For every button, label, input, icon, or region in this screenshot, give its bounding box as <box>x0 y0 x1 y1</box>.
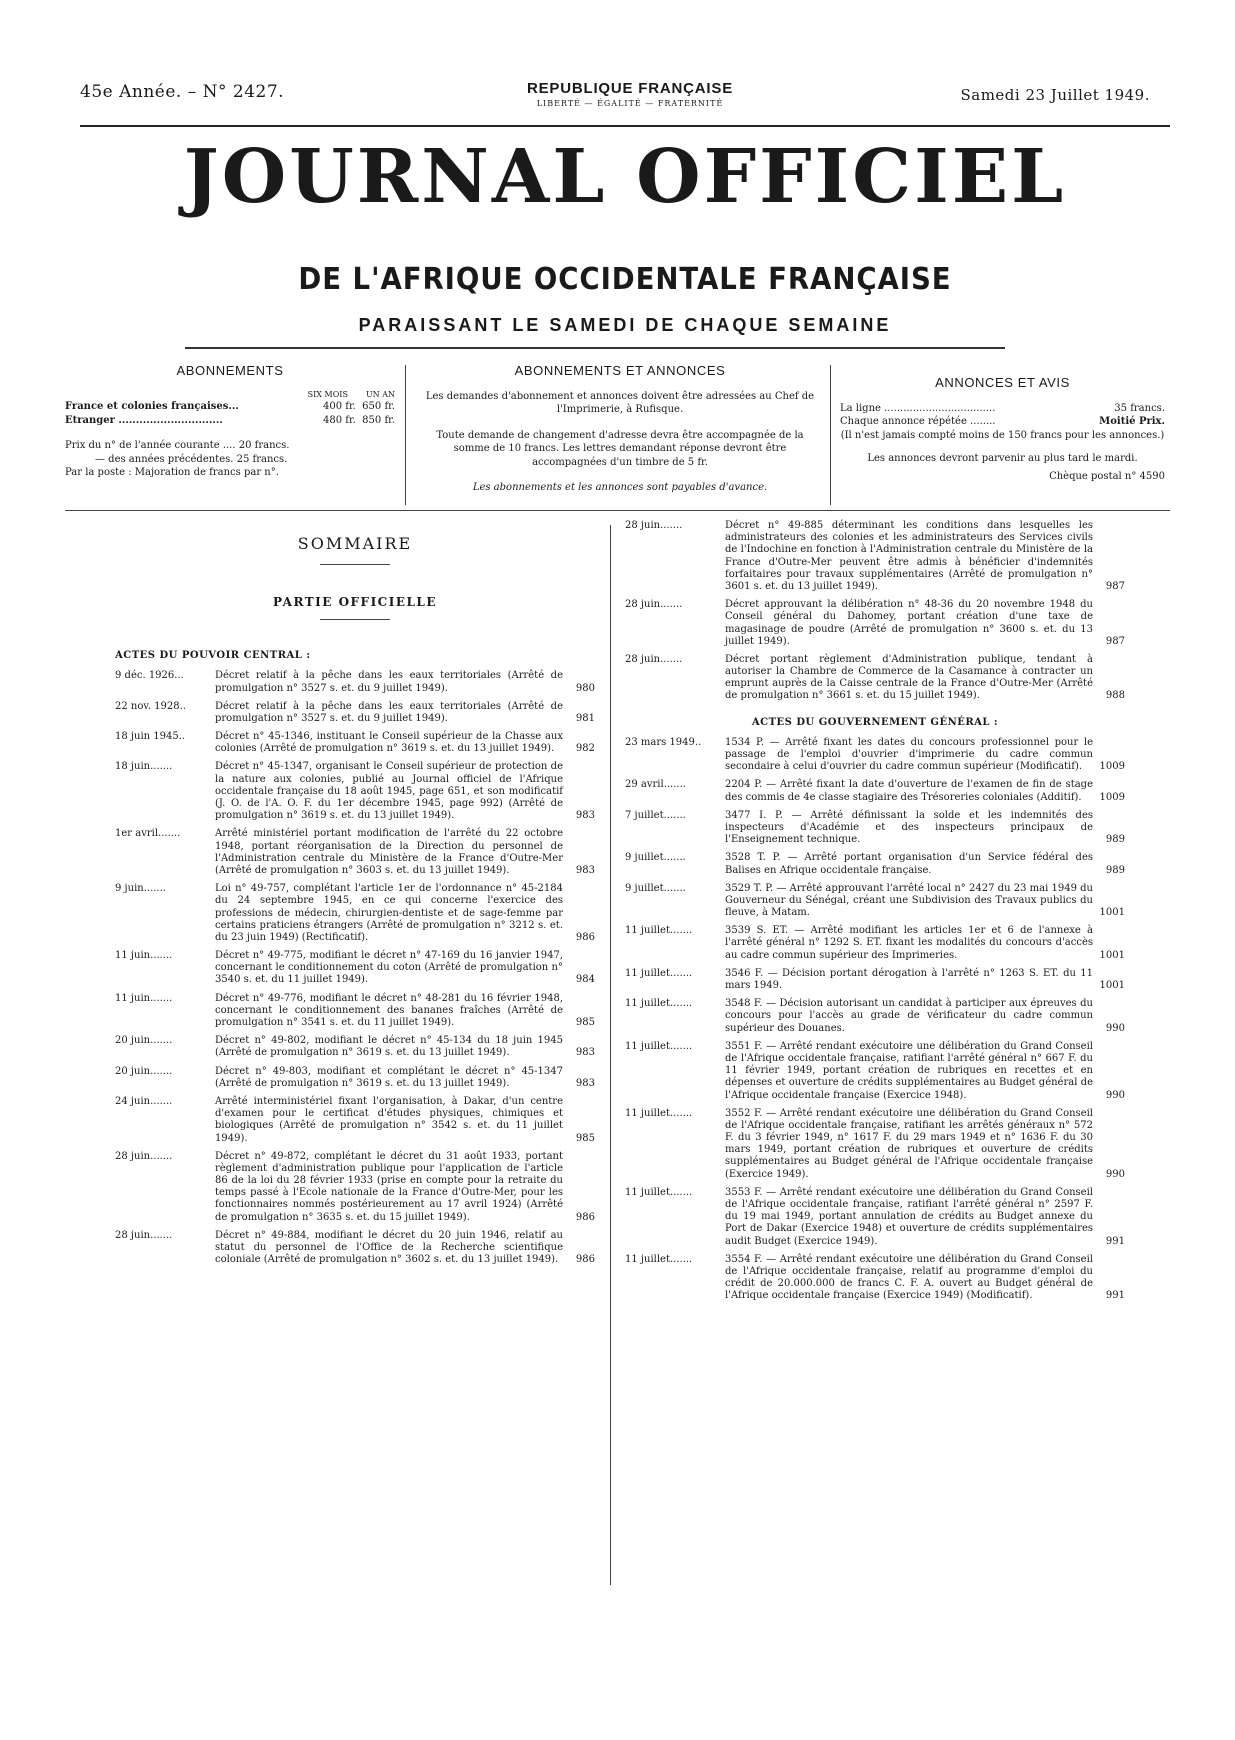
entry-page: 985 <box>575 1017 595 1029</box>
entry-text: Décret portant règlement d'Administration publique, tendant à autoriser la Chambre de Commerce de la Casamance à contracter un emprunt auprès de la Caisse centrale de la France d'Outre-Mer (Arrêté de promulgation n° 3661 s. et. du 15 juillet 1949). <box>725 653 1093 702</box>
republic-label: REPUBLIQUE FRANÇAISE <box>526 80 733 97</box>
entry-text: 3553 F. — Arrêté rendant exécutoire une délibération du Grand Conseil de l'Afrique occidentale française, ratifiant l'arrêté général n° 2597 F. du 19 mai 1949, portant annulation de crédits au Budget annexe du Port de Dakar (Exercice 1948) et ouverture de crédits supplémentaires audit Budget (Exercice 1949). <box>725 1186 1093 1247</box>
entry-text: 2204 P. — Arrêté fixant la date d'ouverture de l'examen de fin de stage des commis de 4e classe stagiaire des Trésoreries coloniales (Additif). <box>725 779 1093 803</box>
sommaire-entry <box>625 1187 1125 1248</box>
sommaire-entry <box>115 993 595 1030</box>
abon-row-an: 650 fr. <box>362 401 395 413</box>
entry-page: 983 <box>575 1077 595 1089</box>
entry-page: 990 <box>1105 1168 1125 1180</box>
prix-line-2: — des années précédentes. 25 francs. <box>95 453 288 465</box>
annonce-delai: Les annonces devront parvenir au plus tard le mardi. <box>867 453 1138 465</box>
col-six-mois: SIX MOIS <box>307 389 348 399</box>
sommaire-entry <box>115 828 595 877</box>
devise-label: LIBERTÉ — ÉGALITÉ — FRATERNITÉ <box>536 99 724 108</box>
entry-text: 3528 T. P. — Arrêté portant organisation d'un Service fédéral des Balises en Afrique occidentale française. <box>725 852 1093 876</box>
sommaire-left-column <box>115 520 595 1272</box>
abon-annonces-p1: Les demandes d'abonnement et annonces doivent être adressées au Chef de l'Imprimerie, à Rufisque. <box>425 390 815 416</box>
entry-date: 11 juillet....... <box>625 1253 693 1265</box>
sommaire-entry <box>625 520 1125 593</box>
republic-block <box>480 80 780 108</box>
entry-page: 989 <box>1105 864 1125 876</box>
sommaire-entry <box>115 1230 595 1267</box>
entry-date: 20 juin....... <box>115 1065 173 1077</box>
entry-date: 18 juin....... <box>115 761 173 773</box>
tagline-rule <box>185 347 1005 349</box>
entry-page: 983 <box>575 1047 595 1059</box>
entry-text: Décret relatif à la pêche dans les eaux territoriales (Arrêté de promulgation n° 3527 s. et. du 9 juillet 1949). <box>215 700 563 724</box>
annonce-ligne-label: La ligne ................................... <box>840 402 996 414</box>
abonnements-head: ABONNEMENTS <box>176 363 284 378</box>
abon-row-six: 480 fr. <box>322 414 356 426</box>
entry-page: 1001 <box>1099 907 1125 919</box>
box-divider-1 <box>405 365 406 505</box>
abon-row-france <box>65 400 395 414</box>
abonnements-box <box>65 362 395 507</box>
entry-page: 986 <box>575 1211 595 1223</box>
entry-date: 20 juin....... <box>115 1035 173 1047</box>
entry-text: Décret approuvant la délibération n° 48-36 du 20 novembre 1948 du Conseil général du Dahomey, portant création d'une taxe de magasinage de poudre (Arrêté de promulgation n° 3600 s. et. du 13 juillet 1949). <box>725 599 1093 647</box>
sommaire-entry <box>625 968 1125 992</box>
sommaire-entry <box>115 701 595 725</box>
abon-row-label: Etranger .............................. <box>65 414 223 426</box>
entry-text: 3548 F. — Décision autorisant un candidat à participer aux épreuves du concours pour l'accès au grade de vérificateur du cadre commun supérieur des Douanes. <box>725 998 1093 1034</box>
journal-title: JOURNAL OFFICIEL <box>183 134 1067 220</box>
entry-page: 982 <box>575 743 595 755</box>
sommaire-entry <box>625 599 1125 648</box>
entry-page: 984 <box>575 974 595 986</box>
box-divider-2 <box>830 365 831 505</box>
abon-annonces-box <box>420 362 820 507</box>
annonce-ligne-val: 35 francs. <box>1114 402 1165 414</box>
entry-text: 3529 T. P. — Arrêté approuvant l'arrêté local n° 2427 du 23 mai 1949 du Gouverneur du Sénégal, créant une Subdivision des Travaux publics du fleuve, à Matam. <box>725 882 1093 919</box>
sommaire-entry <box>625 779 1125 803</box>
entry-page: 988 <box>1105 690 1125 702</box>
entry-date: 28 juin....... <box>625 653 683 665</box>
sommaire-entry <box>115 1151 595 1224</box>
entry-page: 989 <box>1105 834 1125 846</box>
partie-rule <box>320 619 390 620</box>
entry-text: 3551 F. — Arrêté rendant exécutoire une délibération du Grand Conseil de l'Afrique occidentale française, ratifiant l'arrêté général n° 667 F. du 11 février 1949, portant création de rubriques en recettes et en dépenses et ouverture de crédits supplémentaires au Budget général de l'Afrique occidentale française (Exercice 1948). <box>725 1040 1093 1101</box>
entry-date: 9 juillet....... <box>625 882 686 894</box>
entry-date: 23 mars 1949.. <box>625 736 702 748</box>
annonces-box <box>840 362 1165 507</box>
entry-page: 990 <box>1105 1089 1125 1101</box>
entry-text: 3477 I. P. — Arrêté définissant la solde et les indemnités des inspecteurs d'Académie et des inspecteurs principaux de l'Enseignement technique. <box>725 809 1093 846</box>
entry-page: 991 <box>1105 1290 1125 1302</box>
entry-date: 22 nov. 1928.. <box>115 700 186 712</box>
sommaire-entry <box>115 731 595 755</box>
abonnements-cols <box>65 390 395 401</box>
sommaire-entry <box>625 1041 1125 1102</box>
prix-line-1: Prix du n° de l'année courante .... 20 francs. <box>65 440 290 452</box>
entry-page: 986 <box>575 931 595 943</box>
entry-text: Décret n° 49-775, modifiant le décret n° 47-169 du 16 janvier 1947, concernant le conditionnement du coton (Arrêté de promulgation n° 3540 s. et. du 11 juillet 1949). <box>215 950 563 986</box>
section-pouvoir-central: ACTES DU POUVOIR CENTRAL : <box>115 650 311 662</box>
annonce-ligne <box>840 402 1165 416</box>
sommaire-title: SOMMAIRE <box>297 534 413 553</box>
sommaire-rule <box>320 564 390 565</box>
entry-page: 990 <box>1105 1022 1125 1034</box>
entry-page: 1001 <box>1099 980 1125 991</box>
abon-annonces-p3: Les abonnements et les annonces sont payables d'avance. <box>472 482 768 494</box>
entry-text: 3539 S. ET. — Arrêté modifiant les articles 1er et 6 de l'annexe à l'arrêté général n° 1292 S. ET. fixant les modalités du concours d'accès au cadre commun supérieur des Imprimeries. <box>725 925 1093 961</box>
entry-date: 9 juin....... <box>115 883 166 895</box>
sommaire-entry <box>625 925 1125 962</box>
issue-date: Samedi 23 Juillet 1949. <box>960 86 1150 104</box>
entry-date: 28 juin....... <box>625 520 683 531</box>
column-divider <box>610 525 611 1585</box>
entry-date: 11 juillet....... <box>625 1107 693 1119</box>
sommaire-entry <box>625 998 1125 1035</box>
entry-text: Loi n° 49-757, complétant l'article 1er de l'ordonnance n° 45-2184 du 24 septembre 1945, en ce qui concerne l'exercice des professions de médecin, chirurgien-dentiste et de sage-femme par certains praticiens étrangers (Arrêté de promulgation n° 3212 s. et. du 23 juin 1949) (Rectificatif). <box>215 883 563 943</box>
entry-date: 11 juin....... <box>115 950 173 962</box>
partie-officielle: PARTIE OFFICIELLE <box>272 594 438 609</box>
entry-text: 1534 P. — Arrêté fixant les dates du concours professionnel pour le passage de l'emploi d'ouvrier d'imprimerie du cadre commun secondaire à celui d'ouvrier du cadre commun supérieur (Modificatif). <box>725 736 1093 773</box>
entry-page: 983 <box>575 864 595 876</box>
sommaire-entry <box>625 654 1125 703</box>
entry-date: 11 juillet....... <box>625 925 693 937</box>
sommaire-entry <box>115 670 595 694</box>
poste-line: Par la poste : Majoration de francs par n°. <box>65 467 279 479</box>
entry-text: Décret relatif à la pêche dans les eaux territoriales (Arrêté de promulgation n° 3527 s. et. du 9 juillet 1949). <box>215 670 563 694</box>
entry-page: 980 <box>575 682 595 694</box>
entry-text: Décret n° 45-1346, instituant le Conseil supérieur de la Chasse aux colonies (Arrêté de promulgation n° 3619 s. et. du 13 juillet 1949). <box>215 731 563 755</box>
entry-date: 11 juillet....... <box>625 1040 693 1052</box>
entry-page: 981 <box>575 712 595 724</box>
sommaire-entry <box>625 737 1125 774</box>
annonce-repetee <box>840 415 1165 429</box>
right-central-list <box>625 520 1125 703</box>
entry-date: 28 juin....... <box>625 599 683 611</box>
section-gouvernement-general: ACTES DU GOUVERNEMENT GÉNÉRAL : <box>751 716 999 728</box>
entry-date: 11 juillet....... <box>625 998 693 1010</box>
entry-page: 1009 <box>1099 761 1125 773</box>
entry-text: Décret n° 45-1347, organisant le Conseil supérieur de protection de la nature aux colonies, publié au Journal officiel de l'Afrique occidentale française du 18 août 1945, page 651, et son modificatif (J. O. de l'A. O. F. du 1er décembre 1945, page 992) (Arrêté de promulgation n° 3619 s. et. du 13 juillet 1949). <box>215 761 563 822</box>
entry-date: 11 juillet....... <box>625 967 693 979</box>
entry-text: Décret n° 49-872, complétant le décret du 31 août 1933, portant règlement d'administration publique pour l'application de l'article 86 de la loi du 28 février 1933 (prise en compte pour la retraite du temps passé à l'Ecole nationale de la France d'Outre-Mer, pour les fonctionnaires nommés postérieurement au 17 avril 1924) (Arrêté de promulgation n° 3635 s. et. du 15 juillet 1949). <box>215 1150 563 1223</box>
entry-text: Arrêté ministériel portant modification de l'arrêté du 22 octobre 1948, portant réorganisation de la Direction du personnel de l'Administration centrale du Ministère de la France d'Outre-Mer (Arrêté de promulgation n° 3603 s. et. du 13 juillet 1949). <box>215 828 563 876</box>
sommaire-entry <box>115 761 595 822</box>
abon-annonces-head: ABONNEMENTS ET ANNONCES <box>514 363 726 378</box>
sommaire-entry <box>115 1066 595 1090</box>
abon-row-etranger <box>65 414 395 428</box>
entry-date: 9 juillet....... <box>625 852 686 864</box>
annonces-head: ANNONCES ET AVIS <box>935 375 1070 390</box>
journal-subtitle: DE L'AFRIQUE OCCIDENTALE FRANÇAISE <box>298 262 952 297</box>
masthead-top <box>80 80 1150 110</box>
entry-date: 9 déc. 1926... <box>115 670 184 682</box>
col-un-an: UN AN <box>365 389 395 399</box>
issue-number: 45e Année. – N° 2427. <box>80 82 285 102</box>
entry-text: Décret n° 49-885 déterminant les conditions dans lesquelles les administrateurs des colonies et les administrateurs des Services civils de l'Indochine en fonction à l'Administration centrale du Ministère de la France d'Outre-Mer peuvent être admis à bénéficier d'indemnités forfaitaires pour travaux supplémentaires (Arrêté de promulgation n° 3601 s. et. du 13 juillet 1949). <box>725 520 1093 592</box>
entry-page: 1009 <box>1099 791 1125 803</box>
entry-text: 3554 F. — Arrêté rendant exécutoire une délibération du Grand Conseil de l'Afrique occidentale française, relatif au programme d'emploi du crédit de 20.000.000 de francs C. F. A. ouvert au Budget général de l'Afrique occidentale française (Exercice 1949) (Modificatif). <box>725 1253 1093 1302</box>
entry-date: 1er avril....... <box>115 828 181 840</box>
abon-row-label: France et colonies françaises... <box>65 401 239 413</box>
abon-row-six: 400 fr. <box>322 401 356 413</box>
sommaire-right-column <box>625 520 1125 1309</box>
annonce-min: (Il n'est jamais compté moins de 150 francs pour les annonces.) <box>840 429 1165 441</box>
entry-date: 29 avril....... <box>625 779 686 791</box>
journal-tagline: PARAISSANT LE SAMEDI DE CHAQUE SEMAINE <box>358 315 892 335</box>
entry-date: 24 juin....... <box>115 1095 173 1107</box>
entry-text: Arrêté interministériel fixant l'organisation, à Dakar, d'un centre d'examen pour le certificat d'études physiques, chimiques et biologiques (Arrêté de promulgation n° 3542 s. et. du 11 juillet 1949). <box>215 1095 563 1144</box>
boxes-bottom-rule <box>65 510 1170 511</box>
entry-text: Décret n° 49-884, modifiant le décret du 20 juin 1946, relatif au statut du personnel de l'Office de la Recherche scientifique coloniale (Arrêté de promulgation n° 3602 s. et. du 13 juillet 1949). <box>215 1229 563 1266</box>
entry-date: 18 juin 1945.. <box>115 731 186 743</box>
abon-annonces-p2: Toute demande de changement d'adresse devra être accompagnée de la somme de 10 francs. Les lettres demandant réponse devront être accompagnées d'un timbre de 5 fr. <box>436 429 804 468</box>
left-entry-list <box>115 670 595 1266</box>
entry-page: 1001 <box>1099 949 1125 961</box>
top-rule <box>80 125 1170 127</box>
entry-date: 7 juillet....... <box>625 809 686 821</box>
entry-text: Décret n° 49-776, modifiant le décret n° 48-281 du 16 février 1948, concernant le conditionnement des bananes fraîches (Arrêté de promulgation n° 3541 s. et. du 11 juillet 1949). <box>215 992 563 1029</box>
entry-page: 987 <box>1105 580 1125 592</box>
entry-page: 985 <box>575 1132 595 1144</box>
entry-date: 28 juin....... <box>115 1229 173 1241</box>
cheque-postal: Chèque postal n° 4590 <box>1049 470 1165 482</box>
entry-date: 11 juillet....... <box>625 1186 693 1198</box>
entry-page: 991 <box>1105 1235 1125 1247</box>
annonce-rep-label: Chaque annonce répétée ........ <box>840 416 996 428</box>
sommaire-entry <box>115 950 595 987</box>
sommaire-entry <box>625 1254 1125 1303</box>
sommaire-entry <box>625 1108 1125 1181</box>
entry-text: 3546 F. — Décision portant dérogation à l'arrêté n° 1263 S. ET. du 11 mars 1949. <box>725 967 1093 991</box>
entry-date: 28 juin....... <box>115 1150 173 1162</box>
entry-text: Décret n° 49-803, modifiant et complétant le décret n° 45-1347 (Arrêté de promulgation n° 3619 s. et. du 13 juillet 1949). <box>215 1065 563 1089</box>
entry-date: 11 juin....... <box>115 992 173 1004</box>
annonce-rep-val: Moitié Prix. <box>1099 416 1165 428</box>
sommaire-entry <box>115 883 595 944</box>
entry-page: 983 <box>575 810 595 822</box>
sommaire-entry <box>625 852 1125 876</box>
abon-row-an: 850 fr. <box>362 414 395 426</box>
sommaire-entry <box>115 1035 595 1059</box>
entry-page: 986 <box>575 1254 595 1266</box>
sommaire-entry <box>115 1096 595 1145</box>
entry-text: Décret n° 49-802, modifiant le décret n° 45-134 du 18 juin 1945 (Arrêté de promulgation n° 3619 s. et. du 13 juillet 1949). <box>215 1035 563 1059</box>
right-gouv-list <box>625 737 1125 1303</box>
sommaire-entry <box>625 810 1125 847</box>
entry-page: 987 <box>1105 635 1125 647</box>
entry-text: 3552 F. — Arrêté rendant exécutoire une délibération du Grand Conseil de l'Afrique occidentale française, ratifiant les arrêtés généraux n° 572 F. du 3 février 1949, n° 1617 F. du 29 mars 1949 et n° 1636 F. du 30 mars 1949, portant création de rubriques et ouverture de crédits supplémentaires au Budget général de l'Afrique occidentale française (Exercice 1949). <box>725 1107 1093 1180</box>
sommaire-entry <box>625 883 1125 920</box>
